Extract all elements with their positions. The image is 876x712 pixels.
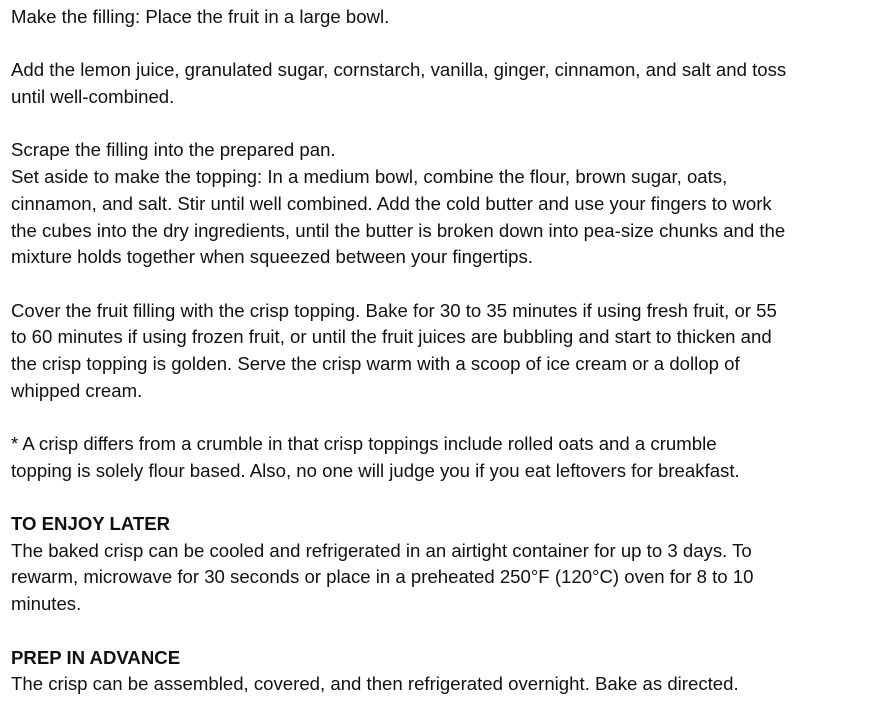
text-line: the cubes into the dry ingredients, until the butter is broken down into pea-size chunks and the bbox=[11, 219, 786, 241]
text-line: minutes. bbox=[11, 593, 82, 615]
step-place-fruit: Make the filling: Place the fruit in a large bowl. bbox=[11, 6, 390, 27]
step-bake bbox=[11, 298, 873, 405]
text-line: until well-combined. bbox=[11, 86, 175, 108]
recipe-document bbox=[11, 4, 873, 698]
text-line: the crisp topping is golden. Serve the crisp warm with a scoop of ice cream or a dollop of bbox=[11, 352, 740, 374]
paragraph-spacer bbox=[11, 618, 873, 645]
text-line: rewarm, microwave for 30 seconds or place in a preheated 250°F (120°C) oven for 8 to 10 bbox=[11, 566, 754, 588]
text-line: Set aside to make the topping: In a medium bowl, combine the flour, brown sugar, oats, bbox=[11, 166, 728, 188]
section-heading: PREP IN ADVANCE bbox=[11, 646, 181, 668]
section-enjoy-later bbox=[11, 511, 873, 618]
text-line: The crisp can be assembled, covered, and then refrigerated overnight. Bake as directed. bbox=[11, 673, 739, 695]
text-line: mixture holds together when squeezed between your fingertips. bbox=[11, 246, 533, 268]
text-line: whipped cream. bbox=[11, 379, 143, 401]
text-line: * A crisp differs from a crumble in that crisp toppings include rolled oats and a crumble bbox=[11, 433, 717, 454]
paragraph-spacer bbox=[11, 404, 873, 431]
text-line: The baked crisp can be cooled and refrigerated in an airtight container for up to 3 days. To bbox=[11, 539, 752, 561]
paragraph-spacer bbox=[11, 31, 873, 58]
section-prep-in-advance bbox=[11, 645, 873, 698]
step-make-topping bbox=[11, 164, 873, 271]
text-line: Cover the fruit filling with the crisp topping. Bake for 30 to 35 minutes if using fresh fruit, or 55 bbox=[11, 299, 777, 321]
text-line: Add the lemon juice, granulated sugar, cornstarch, vanilla, ginger, cinnamon, and salt and toss bbox=[11, 59, 787, 81]
text-line: topping is solely flour based. Also, no one will judge you if you eat leftovers for breakfast. bbox=[11, 459, 740, 481]
text-line: cinnamon, and salt. Stir until well combined. Add the cold butter and use your fingers to work bbox=[11, 192, 772, 214]
paragraph-spacer bbox=[11, 111, 873, 138]
section-heading: TO ENJOY LATER bbox=[11, 513, 171, 535]
crisp-note bbox=[11, 431, 873, 484]
step-add-ingredients bbox=[11, 57, 873, 110]
paragraph-spacer bbox=[11, 271, 873, 298]
text-line: to 60 minutes if using frozen fruit, or until the fruit juices are bubbling and start to thicken and bbox=[11, 326, 772, 348]
paragraph-spacer bbox=[11, 484, 873, 511]
step-scrape-filling: Scrape the filling into the prepared pan. bbox=[11, 139, 336, 161]
